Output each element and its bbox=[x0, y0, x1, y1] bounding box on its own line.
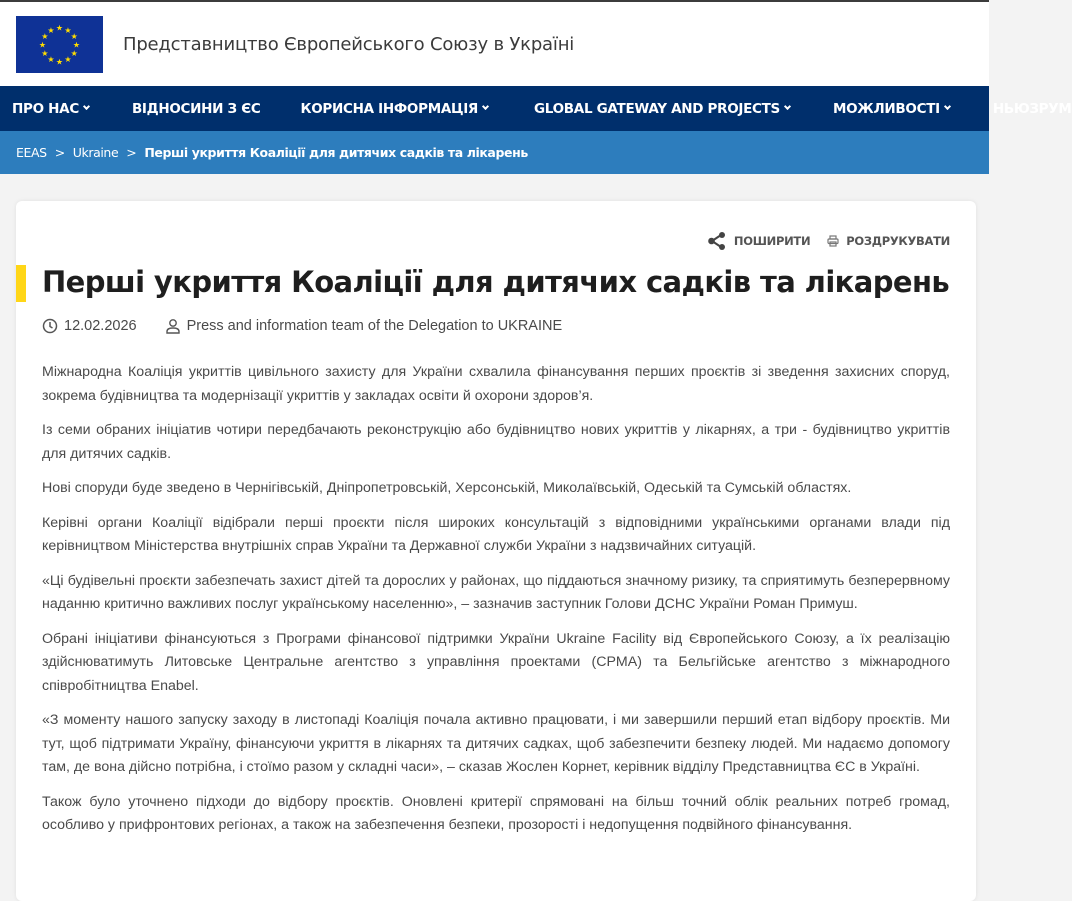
breadcrumb-link-ukraine[interactable]: Ukraine bbox=[72, 145, 119, 160]
nav-item-about[interactable] bbox=[12, 101, 89, 117]
article-paragraph: «З моменту нашого запуску заходу в листопаді Коаліція почала активно працювати, і ми завершили перший етап відбору проєктів. Ми тут, щоб підтримати Україну, фінансуючи укриття в лікарнях та дитячих садках, щоб забезпечити безпеку людей. Ми надаємо допомогу там, де вона дійсно потрібна, і стоїмо разом у складні часи», – сказав Жослен Корнет, керівник відділу Представництва ЄС в Україні. bbox=[42, 712, 950, 775]
date-text: 12.02.2026 bbox=[64, 318, 137, 334]
share-button[interactable] bbox=[707, 231, 810, 251]
author-text: Press and information team of the Delegation to UKRAINE bbox=[186, 318, 563, 334]
chevron-down-icon bbox=[944, 103, 951, 110]
svg-text:★: ★ bbox=[55, 57, 64, 66]
svg-text:★: ★ bbox=[64, 54, 72, 64]
svg-text:★: ★ bbox=[41, 48, 49, 58]
chevron-down-icon bbox=[784, 103, 791, 110]
title-accent-bar bbox=[16, 265, 26, 302]
nav-item-label: НЬЮЗРУМ bbox=[992, 100, 1072, 117]
article-paragraph: Обрані ініціативи фінансуються з Програми фінансової підтримки України Ukraine Facility від Європейського Союзу, а їх реалізацію здійснюватимуть Литовське Центральне агентство з управління проектами (CPMA) та Бельгійське агентство з міжнародного співробітництва Enabel. bbox=[42, 630, 950, 694]
nav-item-label: ВІДНОСИНИ З ЄС bbox=[131, 100, 261, 117]
svg-text:★: ★ bbox=[47, 25, 55, 35]
breadcrumb-current: Перші укриття Коаліції для дитячих садків та лікарень bbox=[144, 145, 528, 160]
article-title: Перші укриття Коаліції для дитячих садків та лікарень bbox=[42, 265, 950, 299]
article-paragraph: Керівні органи Коаліції відібрали перші проєкти після широких консультацій з відповідними українськими органами влади під керівництвом Міністерства внутрішніх справ України та Державної служби України з надзвичайних ситуацій. bbox=[42, 514, 950, 554]
article-paragraph: Міжнародна Коаліція укриттів цивільного захисту для України схвалила фінансування перших проєктів зі зведення захисних споруд, зокрема будівництва та модернізації укриттів у закладах освіти й охорони здоров’я. bbox=[42, 364, 950, 404]
breadcrumb bbox=[0, 131, 989, 174]
print-button[interactable] bbox=[827, 234, 950, 248]
main-navigation bbox=[0, 86, 1072, 131]
breadcrumb-link-eeas[interactable]: EEAS bbox=[16, 145, 47, 160]
nav-item-label: ПРО НАС bbox=[12, 100, 79, 117]
svg-text:★: ★ bbox=[47, 54, 55, 64]
eu-flag-icon[interactable] bbox=[16, 16, 103, 73]
author bbox=[165, 318, 563, 334]
nav-item-eu-relations[interactable] bbox=[132, 101, 261, 117]
nav-item-global-gateway[interactable] bbox=[534, 101, 790, 117]
nav-item-useful-info[interactable] bbox=[300, 101, 488, 117]
printer-icon bbox=[827, 235, 839, 247]
nav-item-label: МОЖЛИВОСТІ bbox=[832, 100, 940, 117]
chevron-down-icon bbox=[83, 103, 90, 110]
user-icon bbox=[165, 318, 181, 334]
nav-item-newsroom[interactable] bbox=[993, 101, 1072, 117]
svg-text:★: ★ bbox=[70, 48, 78, 58]
print-label: РОЗДРУКУВАТИ bbox=[846, 234, 950, 248]
article-meta bbox=[42, 318, 562, 334]
article-body bbox=[42, 361, 950, 849]
article-paragraph: Також було уточнено підходи до відбору проєктів. Оновлені критерії спрямовані на більш точний облік реальних потреб громад, особливо у прифронтових регіонах, а також на забезпечення безпеки, прозорості і недопущення подвійного фінансування. bbox=[42, 793, 950, 833]
svg-text:★: ★ bbox=[38, 40, 47, 49]
svg-text:★: ★ bbox=[70, 31, 78, 41]
article-actions bbox=[707, 231, 950, 251]
svg-text:★: ★ bbox=[72, 40, 81, 49]
article-paragraph: Із семи обраних ініціатив чотири передбачають реконструкцію або будівництво нових укриттів у лікарнях, а три - будівництво укриттів для дитячих садків. bbox=[42, 422, 950, 462]
svg-text:★: ★ bbox=[41, 31, 49, 41]
site-title[interactable]: Представництво Європейського Союзу в Україні bbox=[123, 33, 575, 55]
clock-icon bbox=[42, 318, 58, 334]
nav-item-opportunities[interactable] bbox=[833, 101, 950, 117]
svg-text:★: ★ bbox=[64, 25, 72, 35]
article-paragraph: «Ці будівельні проєкти забезпечать захист дітей та дорослих у районах, що піддаються значному ризику, та сприятимуть безперервному наданню критично важливих послуг українському населенню», – зазначив заступник Голови ДСНС України Роман Примуш. bbox=[42, 572, 950, 612]
breadcrumb-separator: > bbox=[54, 145, 65, 160]
svg-text:★: ★ bbox=[55, 23, 64, 32]
share-icon bbox=[707, 231, 727, 251]
publish-date bbox=[42, 318, 137, 334]
article-paragraph: Нові споруди буде зведено в Чернігівській, Дніпропетровській, Херсонській, Миколаївській, Одеській та Сумській областях. bbox=[42, 480, 852, 496]
chevron-down-icon bbox=[482, 103, 489, 110]
nav-item-label: GLOBAL GATEWAY AND PROJECTS bbox=[534, 100, 780, 117]
share-label: ПОШИРИТИ bbox=[733, 234, 811, 248]
article-card bbox=[16, 201, 976, 901]
site-header bbox=[0, 2, 989, 86]
breadcrumb-separator: > bbox=[126, 145, 137, 160]
nav-item-label: КОРИСНА ІНФОРМАЦІЯ bbox=[300, 100, 479, 117]
